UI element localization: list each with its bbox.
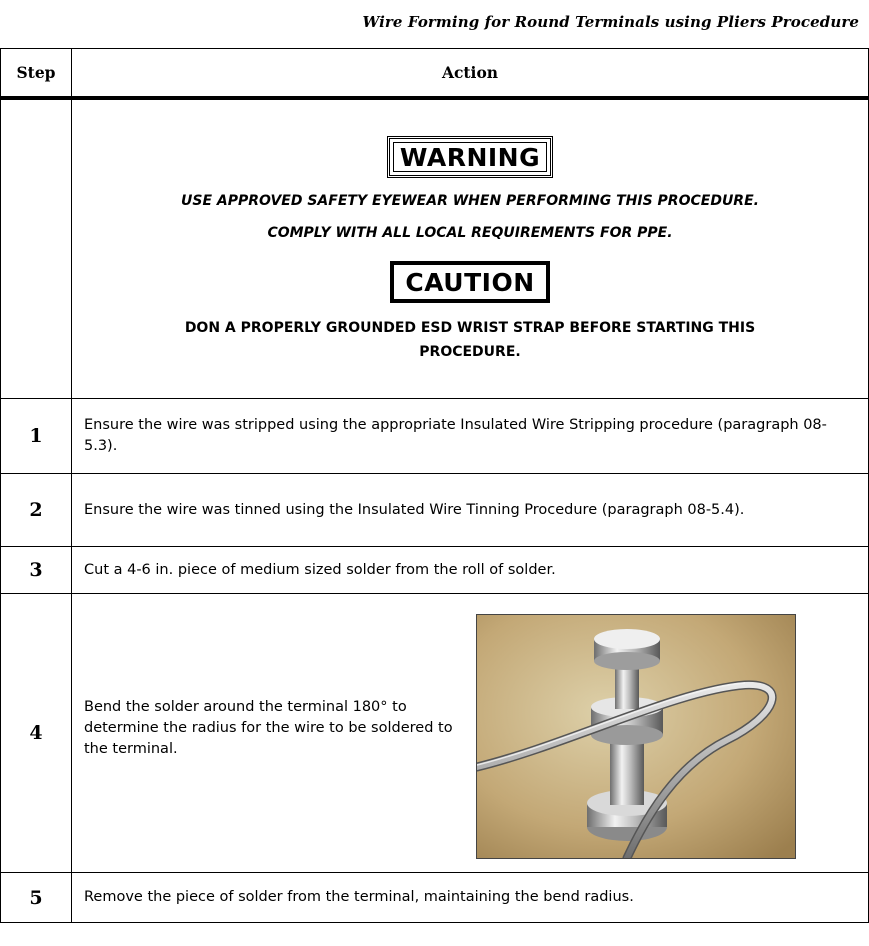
terminal-photo bbox=[476, 614, 796, 859]
step-action: Remove the piece of solder from the terminal, maintaining the bend radius. bbox=[72, 873, 869, 923]
step-number: 5 bbox=[1, 873, 72, 923]
safety-row bbox=[1, 98, 869, 399]
step-number: 1 bbox=[1, 399, 72, 474]
warning-line-ppe: COMPLY WITH ALL LOCAL REQUIREMENTS FOR PPE. bbox=[267, 225, 673, 241]
procedure-table bbox=[0, 48, 869, 923]
step-action: Bend the solder around the terminal 180° to determine the radius for the wire to be soldered to the terminal. bbox=[84, 699, 453, 757]
caution-line-2: PROCEDURE. bbox=[419, 344, 521, 360]
column-header-step: Step bbox=[1, 49, 72, 99]
table-row bbox=[1, 873, 869, 923]
table-row bbox=[1, 547, 869, 594]
safety-notice-cell bbox=[72, 98, 869, 399]
step-action: Cut a 4-6 in. piece of medium sized solder from the roll of solder. bbox=[72, 547, 869, 594]
step-action-cell bbox=[72, 594, 869, 873]
column-header-action: Action bbox=[72, 49, 869, 99]
table-header-row bbox=[1, 49, 869, 99]
warning-label: WARNING bbox=[387, 136, 553, 178]
warning-line-eyewear: USE APPROVED SAFETY EYEWEAR WHEN PERFORMING THIS PROCEDURE. bbox=[181, 193, 759, 209]
step-action: Ensure the wire was tinned using the Insulated Wire Tinning Procedure (paragraph 08-5.4). bbox=[72, 474, 869, 547]
safety-step-cell bbox=[1, 98, 72, 399]
step-number: 4 bbox=[1, 594, 72, 873]
table-row bbox=[1, 594, 869, 873]
caution-label: CAUTION bbox=[390, 261, 549, 303]
page-header-title: Wire Forming for Round Terminals using Pliers Procedure bbox=[362, 13, 859, 31]
table-row bbox=[1, 474, 869, 547]
step-action: Ensure the wire was stripped using the appropriate Insulated Wire Stripping procedure (paragraph 08-5.3). bbox=[72, 399, 869, 474]
table-row bbox=[1, 399, 869, 474]
step-number: 2 bbox=[1, 474, 72, 547]
step-number: 3 bbox=[1, 547, 72, 594]
terminal-bend-photo bbox=[477, 615, 795, 858]
caution-line-1: DON A PROPERLY GROUNDED ESD WRIST STRAP BEFORE STARTING THIS bbox=[184, 320, 756, 336]
